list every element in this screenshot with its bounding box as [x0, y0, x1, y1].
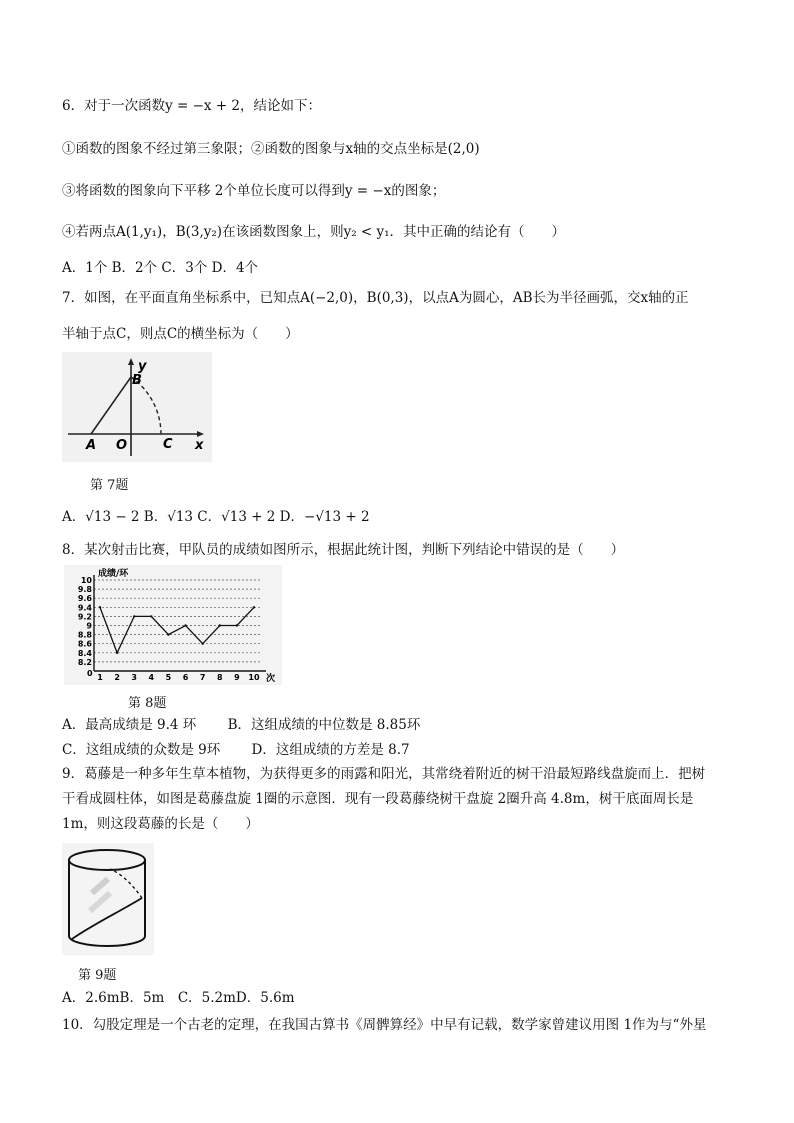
q7-figure	[62, 352, 212, 462]
q7-label-o: O	[116, 438, 128, 453]
q8-data-point	[253, 606, 255, 608]
q7-stem-line-2: 半轴于点C，则点C的横坐标为（ ）	[62, 326, 299, 342]
q9-caption: 第 9题	[78, 968, 117, 983]
q8-x-tick-label: 10	[248, 673, 260, 682]
q8-data-point	[184, 624, 186, 626]
q8-options-c-d: C．这组成绩的众数是 9环 D．这组成绩的方差是 8.7	[62, 742, 410, 758]
q8-x-tick-label: 4	[148, 673, 155, 682]
q8-data-point	[167, 633, 169, 635]
q8-x-tick-label: 1	[97, 673, 103, 682]
q8-x-tick-label: 9	[234, 673, 240, 682]
q8-x-axis-title: 次	[266, 674, 276, 684]
q8-data-point	[133, 615, 135, 617]
q7-label-x: x	[195, 438, 204, 453]
q8-y-tick-label: 9.4	[77, 603, 92, 613]
q6-conclusion-3: ③将函数的图象向下平移 2个单位长度可以得到y = −x的图象；	[62, 183, 446, 199]
q10-stem: 10．勾股定理是一个古老的定理，在我国古算书《周髀算经》中早有记载，数学家曾建议用图 1作为与“外星	[62, 1017, 707, 1033]
q9-options: A．2.6mB．5m C．5.2mD．5.6m	[62, 990, 295, 1006]
q6-conclusion-1-2: ①函数的图象不经过第三象限；②函数的图象与x轴的交点坐标是(2,0)	[62, 141, 480, 157]
q8-y-axis-title: 成绩/环	[98, 569, 129, 579]
q8-data-point	[150, 615, 152, 617]
q7-label-a: A	[86, 438, 97, 453]
q8-data-point	[201, 643, 203, 645]
q9-stem-line-3: 1m，则这段葛藤的长是（ ）	[62, 816, 259, 832]
q8-origin-label: 0	[87, 669, 93, 678]
q8-y-tick-label: 9.2	[77, 612, 92, 622]
q7-stem-line-1: 7．如图，在平面直角坐标系中，已知点A(−2,0)，B(0,3)，以点A为圆心，AB长为半径画弧，交x轴的正	[62, 290, 689, 306]
q6-options: A．1个 B．2个 C．3个 D．4个	[62, 260, 259, 276]
q8-x-tick-label: 3	[131, 673, 138, 682]
q8-x-tick-label: 8	[216, 673, 223, 682]
q8-options-a-b: A．最高成绩是 9.4 环 B．这组成绩的中位数是 8.85环	[62, 717, 421, 733]
q7-label-y: y	[138, 359, 147, 374]
q8-data-point	[219, 624, 221, 626]
q8-chart	[64, 565, 282, 685]
q6-stem: 6．对于一次函数y = −x + 2，结论如下：	[62, 98, 322, 114]
q9-cylinder-figure	[62, 843, 154, 955]
q8-y-tick-label: 8.4	[77, 648, 92, 658]
q8-y-tick-label: 9	[86, 621, 92, 631]
q8-y-tick-label: 9.6	[77, 594, 92, 604]
q8-data-point	[99, 606, 101, 608]
q7-caption: 第 7题	[90, 478, 129, 493]
q7-label-c: C	[163, 437, 173, 452]
q8-x-tick-label: 5	[165, 673, 172, 682]
q8-y-tick-label: 8.8	[77, 630, 92, 640]
q8-y-tick-label: 8.2	[77, 657, 92, 667]
q8-y-tick-label: 8.6	[77, 639, 92, 649]
q8-data-point	[236, 624, 238, 626]
q8-x-tick-label: 6	[182, 673, 189, 682]
q8-caption: 第 8题	[128, 696, 167, 711]
q8-y-tick-label: 9.8	[77, 585, 92, 595]
q6-conclusion-4: ④若两点A(1,y₁)，B(3,y₂)在该函数图象上，则y₂ < y₁．其中正确的结论有（ ）	[62, 224, 566, 240]
q9-stem-line-1: 9．葛藤是一种多年生草本植物，为获得更多的雨露和阳光，其常绕着附近的树干沿最短路线盘旋而上．把树	[62, 766, 706, 782]
q8-y-tick-label: 10	[80, 576, 92, 585]
q9-stem-line-2: 干看成圆柱体，如图是葛藤盘旋 1圈的示意图．现有一段葛藤绕树干盘旋 2圈升高 4.8m，树干底面周长是	[62, 791, 694, 807]
q8-stem: 8．某次射击比赛，甲队员的成绩如图所示，根据此统计图，判断下列结论中错误的是（ ）	[62, 542, 625, 558]
q8-data-point	[116, 652, 118, 654]
q8-x-tick-label: 7	[199, 673, 206, 682]
q7-label-b: B	[132, 373, 142, 388]
q8-x-tick-label: 2	[114, 673, 120, 682]
q7-options: A．√13 − 2 B．√13 C．√13 + 2 D．−√13 + 2	[62, 509, 370, 525]
